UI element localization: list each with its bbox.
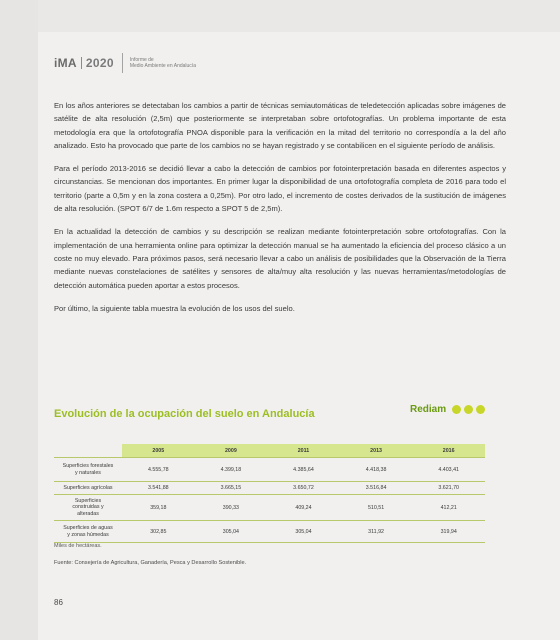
table-cell: 4.399,18 (195, 458, 268, 482)
table-cell: 510,51 (340, 495, 413, 521)
left-margin-band (0, 0, 38, 640)
brand-dot-icon (464, 405, 473, 414)
table-cell: 4.418,38 (340, 458, 413, 482)
table-cell: 4.403,41 (412, 458, 485, 482)
paragraph: En los años anteriores se detectaban los cambios a partir de técnicas semiautomáticas de teledetección aplicadas sobre imágenes de satélite de alta resolución (2,5m) que posteriormente se interpretaban sobre ortofotografías. Un problema importante de esta metodología era que la ortofotografía PNOA disponible para la verificación en la mitad del territorio no correspondía a la del año analizado. Esto ha provocado que parte de los cambios no se hayan registrado y se contabilicen en el siguiente período de análisis. (54, 101, 506, 150)
rediam-logo-text: Rediam (410, 404, 447, 415)
table-row (54, 521, 485, 543)
brand-dot-icon (452, 405, 461, 414)
table-cell: 305,04 (267, 521, 340, 543)
paragraph: En la actualidad la detección de cambios y su descripción se realizan mediante fotointerpretación sobre ortofotografías. Con la implementación de una herramienta online para optimizar la detección manual se ha aumentado la eficiencia del proceso clásico a un coste no muy elevado. Para próximos pasos, será necesario llevar a cabo un análisis de posibilidades que la Observación de la Tierra mediante nuevas constelaciones de satélites y sensores de alta/muy alta resolución y las nuevas herramientas/metodologías de detección automática pueden aportar a estos procesos. (54, 227, 506, 290)
row-label-line: construidas y (72, 504, 104, 511)
table-cell: 302,85 (122, 521, 195, 543)
column-header: 2005 (122, 444, 195, 458)
body-text (54, 99, 506, 315)
table-cell: 3.621,70 (412, 482, 485, 495)
row-label-line: Superficies agrícolas (63, 484, 113, 491)
paragraph: Para el período 2013-2016 se decidió llevar a cabo la detección de cambios por fotointerpretación basada en diferentes aspectos y circunstancias. Se mencionan dos importantes. En primer lugar la disponibilidad de una ortofotografía completa de 2016 para todo el territorio (parte a 0,5m y en la zona costera a 0,25m). Por otro lado, el incremento de costes derivados de la sustitución de imágenes de alta resolución. (SPOT 6/7 de 1.6m respecto a SPOT 5 de 2,5m). (54, 164, 506, 214)
section-title: Evolución de la ocupación del suelo en Andalucía (54, 408, 315, 420)
table-cell: 3.516,84 (340, 482, 413, 495)
table-row (54, 495, 485, 521)
ima-logo (54, 56, 114, 70)
logo-year-text: 2020 (85, 56, 114, 70)
row-label (54, 482, 122, 495)
table-cell: 305,04 (195, 521, 268, 543)
report-header (54, 52, 196, 74)
table-cell: 3.665,15 (195, 482, 268, 495)
column-header: 2013 (340, 444, 413, 458)
row-label (54, 458, 122, 482)
logo-divider (81, 57, 82, 69)
rediam-brand (410, 404, 488, 415)
logo-ima-text: iMA (54, 56, 77, 70)
row-label-line: Superficies (74, 497, 102, 504)
table-corner-cell (54, 444, 122, 458)
table-row (54, 458, 485, 482)
table-cell: 3.650,72 (267, 482, 340, 495)
row-label-line: alteradas (77, 510, 99, 517)
table-cell: 409,24 (267, 495, 340, 521)
table-row (54, 482, 485, 495)
row-label (54, 495, 122, 521)
table-cell: 412,21 (412, 495, 485, 521)
unit-note: Miles de hectáreas. (54, 543, 102, 549)
table-cell: 311,92 (340, 521, 413, 543)
brand-dot-icon (476, 405, 485, 414)
table-cell: 4.555,78 (122, 458, 195, 482)
subtitle-line-1: Informe de (129, 56, 154, 63)
paragraph: Por último, la siguiente tabla muestra la evolución de los usos del suelo. (54, 303, 295, 313)
source-note: Fuente: Consejería de Agricultura, Ganadería, Pesca y Desarrollo Sostenible. (54, 560, 247, 566)
subtitle-line-2: Medio Ambiente en Andalucía (129, 63, 196, 69)
table-cell: 390,33 (195, 495, 268, 521)
column-header: 2016 (412, 444, 485, 458)
table-cell: 3.541,88 (122, 482, 195, 495)
row-label-line: Superficies forestales (62, 463, 114, 469)
report-subtitle (130, 57, 196, 70)
land-use-table (54, 444, 485, 543)
row-label (54, 521, 122, 543)
row-label-line: Superficies de aguas (63, 525, 113, 531)
table-cell: 319,94 (412, 521, 485, 543)
table-cell: 359,18 (122, 495, 195, 521)
row-label-line: y naturales (75, 469, 101, 476)
header-separator (122, 53, 123, 73)
top-margin-band (38, 0, 560, 32)
column-header: 2011 (267, 444, 340, 458)
row-label-line: y zonas húmedas (67, 531, 109, 538)
column-header: 2009 (195, 444, 268, 458)
page-number: 86 (54, 598, 63, 607)
table-cell: 4.385,64 (267, 458, 340, 482)
table-header-row (54, 444, 485, 458)
